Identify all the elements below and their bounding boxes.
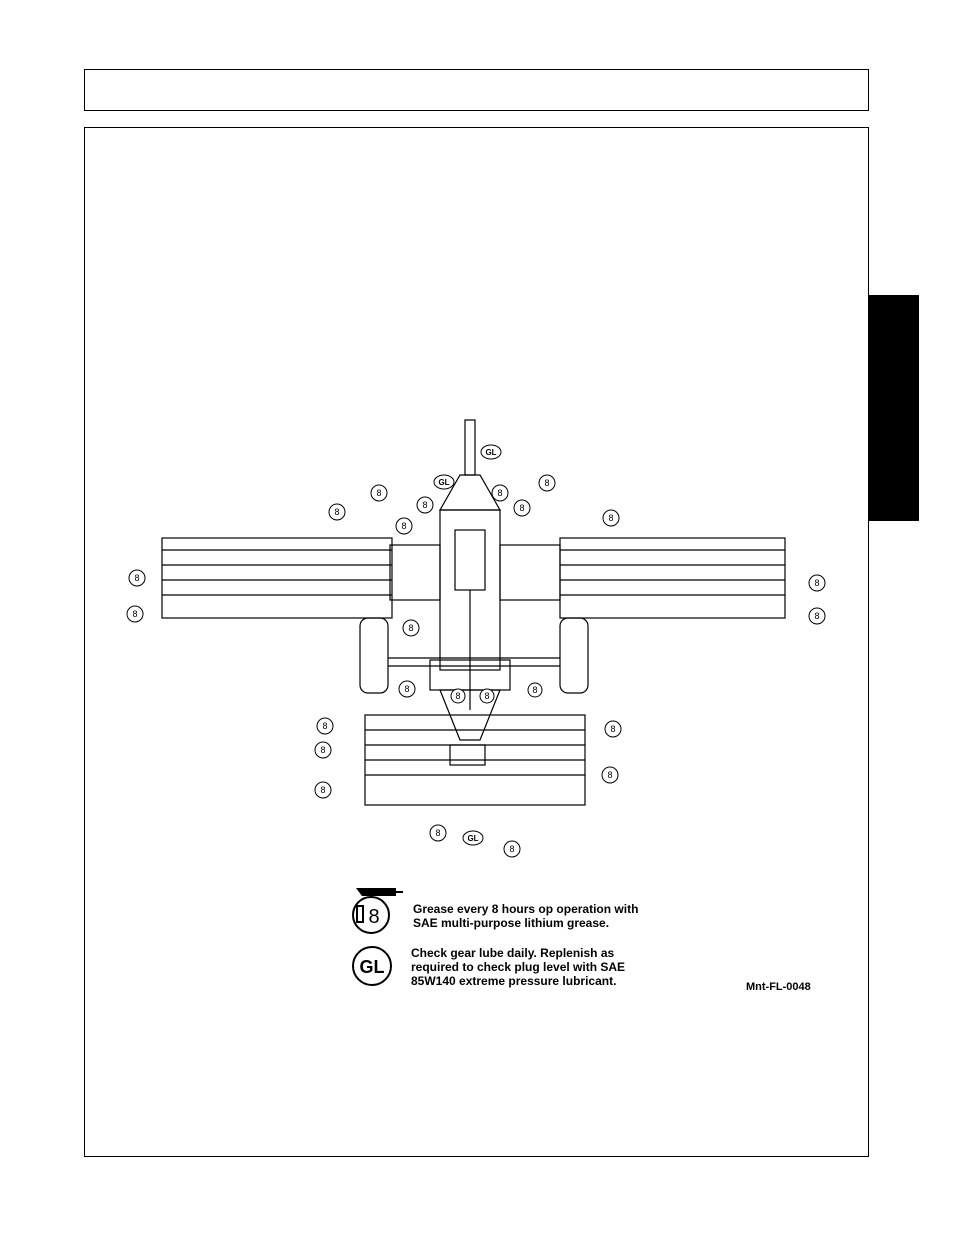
grease-callout xyxy=(492,485,508,501)
grease-callout xyxy=(809,608,825,624)
grease-callout xyxy=(602,767,618,783)
header-frame xyxy=(84,69,869,111)
svg-text:8: 8 xyxy=(322,721,328,731)
svg-text:8: 8 xyxy=(455,691,461,701)
right-wing-gearbox xyxy=(500,545,560,600)
section-tab xyxy=(869,295,919,521)
right-wheel xyxy=(560,618,588,693)
svg-text:8: 8 xyxy=(814,611,820,621)
svg-text:8: 8 xyxy=(320,785,326,795)
left-wing-gearbox xyxy=(390,545,440,600)
svg-text:8: 8 xyxy=(497,488,503,498)
grease-callout xyxy=(329,504,345,520)
gear-lube-legend-icon xyxy=(348,945,396,987)
grease-callout xyxy=(514,500,530,516)
svg-text:8: 8 xyxy=(408,623,414,633)
grease-callout xyxy=(399,681,415,697)
svg-text:GL: GL xyxy=(467,834,479,843)
svg-text:GL: GL xyxy=(438,478,450,487)
grease-callout xyxy=(315,742,331,758)
grease-callout xyxy=(539,475,555,491)
svg-text:8: 8 xyxy=(404,684,410,694)
grease-callout xyxy=(480,689,494,703)
svg-text:8: 8 xyxy=(320,745,326,755)
svg-text:8: 8 xyxy=(422,500,428,510)
svg-text:8: 8 xyxy=(334,507,340,517)
svg-text:8: 8 xyxy=(484,691,490,701)
svg-text:8: 8 xyxy=(610,724,616,734)
mower-lubrication-diagram xyxy=(120,410,840,870)
svg-text:8: 8 xyxy=(608,513,614,523)
tongue xyxy=(465,420,475,475)
figure-id: Mnt-FL-0048 xyxy=(746,981,811,993)
svg-text:GL: GL xyxy=(359,957,385,977)
svg-text:8: 8 xyxy=(401,521,407,531)
svg-text:8: 8 xyxy=(435,828,441,838)
grease-callout xyxy=(127,606,143,622)
svg-text:8: 8 xyxy=(607,770,613,780)
grease-callout xyxy=(371,485,387,501)
grease-callout xyxy=(603,510,619,526)
gear-lube-callout xyxy=(481,445,501,459)
grease-callout xyxy=(129,570,145,586)
grease-legend-icon xyxy=(348,884,404,934)
svg-text:8: 8 xyxy=(376,488,382,498)
grease-callout xyxy=(417,497,433,513)
svg-text:8: 8 xyxy=(368,906,380,928)
grease-callout xyxy=(396,518,412,534)
grease-callout xyxy=(403,620,419,636)
svg-text:8: 8 xyxy=(509,844,515,854)
left-wheel xyxy=(360,618,388,693)
grease-callout xyxy=(315,782,331,798)
svg-text:8: 8 xyxy=(532,685,538,695)
grease-callout xyxy=(809,575,825,591)
grease-callout xyxy=(317,718,333,734)
gear-lube-callout xyxy=(434,475,454,489)
svg-text:GL: GL xyxy=(485,448,497,457)
grease-legend-text: Grease every 8 hours op operation with SAE multi-purpose lithium grease. xyxy=(413,902,639,930)
gear-lube-callouts xyxy=(434,445,501,845)
grease-callout xyxy=(430,825,446,841)
grease-callout xyxy=(504,841,520,857)
grease-callout xyxy=(605,721,621,737)
gear-lube-legend-text: Check gear lube daily. Replenish as required to check plug level with SAE 85W140 extreme pressure lubricant. xyxy=(411,946,626,988)
center-deck-gearbox xyxy=(450,745,485,765)
gear-lube-callout xyxy=(463,831,483,845)
grease-callout xyxy=(451,689,465,703)
svg-text:8: 8 xyxy=(132,609,138,619)
svg-text:8: 8 xyxy=(134,573,140,583)
svg-text:8: 8 xyxy=(519,503,525,513)
svg-text:8: 8 xyxy=(544,478,550,488)
svg-text:8: 8 xyxy=(814,578,820,588)
grease-callout xyxy=(528,683,542,697)
center-gearbox xyxy=(455,530,485,590)
